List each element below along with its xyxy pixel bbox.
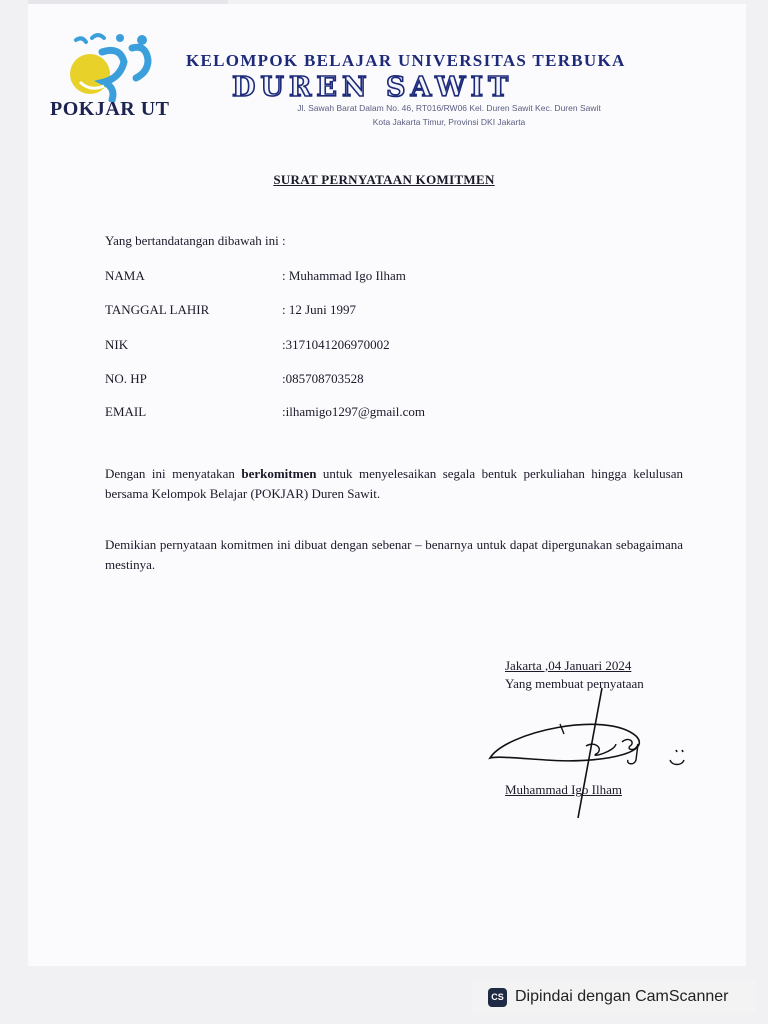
logo-label: POKJAR UT <box>50 98 170 120</box>
field-nama <box>105 268 406 284</box>
intro-text: Yang bertandatangan dibawah ini : <box>105 233 286 248</box>
camscanner-watermark <box>472 981 756 1013</box>
camscanner-logo-icon: CS <box>488 988 507 1007</box>
pokjar-logo-icon <box>62 30 172 102</box>
closing-paragraph: Demikian pernyataan komitmen ini dibuat dengan sebenar – benarnya untuk dapat dipergunakan sebagaimana mestinya. <box>105 537 683 572</box>
signature-caption: Yang membuat pernyataan <box>505 676 644 691</box>
statement-after: untuk menyelesaikan segala bentuk perkuliahan hingga kelulusan bersama Kelompok Belajar (POKJAR) Duren Sawit. <box>105 466 683 501</box>
field-email <box>105 404 425 420</box>
field-value: : 12 Juni 1997 <box>282 302 357 317</box>
field-value: :ilhamigo1297@gmail.com <box>282 404 426 419</box>
address-line-1: Jl. Sawah Barat Dalam No. 46, RT016/RW06 Kel. Duren Sawit Kec. Duren Sawit <box>297 103 601 113</box>
address-line-2: Kota Jakarta Timur, Provinsi DKI Jakarta <box>372 117 526 127</box>
statement-before: Dengan ini menyatakan <box>105 466 242 481</box>
signature-name: Muhammad Igo Ilham <box>505 782 622 797</box>
field-label: NAMA <box>105 268 145 283</box>
document-title: SURAT PERNYATAAN KOMITMEN <box>273 172 495 187</box>
handwritten-signature <box>486 680 696 822</box>
field-no-hp <box>105 371 364 387</box>
field-label: EMAIL <box>105 404 147 419</box>
field-value: :085708703528 <box>282 371 364 386</box>
organization-address <box>214 101 684 129</box>
organization-branch: DUREN SAWIT <box>232 72 514 103</box>
field-nik <box>105 337 390 353</box>
statement-emphasis: berkomitmen <box>241 466 317 481</box>
signature-place-date: Jakarta ,04 Januari 2024 <box>505 658 632 673</box>
field-value: :3171041206970002 <box>282 337 390 352</box>
field-label: NO. HP <box>105 371 147 386</box>
field-label: TANGGAL LAHIR <box>105 302 210 317</box>
field-tanggal-lahir <box>105 302 356 318</box>
field-value: : Muhammad Igo Ilham <box>282 268 406 283</box>
statement-paragraph <box>105 464 683 504</box>
camscanner-text: Dipindai dengan CamScanner <box>515 988 729 1005</box>
field-label: NIK <box>105 337 129 352</box>
organization-name: KELOMPOK BELAJAR UNIVERSITAS TERBUKA <box>186 51 626 70</box>
